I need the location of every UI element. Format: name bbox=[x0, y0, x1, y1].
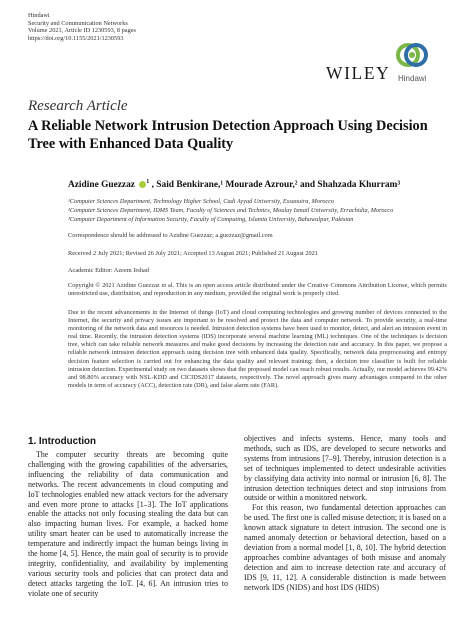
doi-link[interactable]: https://doi.org/10.1155/2021/1230593 bbox=[28, 34, 124, 42]
hindawi-logo-text: Hindawi bbox=[398, 74, 427, 83]
wiley-logo: WILEY bbox=[326, 63, 391, 83]
correspondence: Correspondence should be addressed to Azidine Guezzaz; a.guezzaz@gmail.com bbox=[68, 232, 273, 239]
first-author-affiliation: 1 bbox=[146, 179, 150, 185]
affiliation-2: ²Computer Sciences Department, IDMS Team, Faculty of Sciences and Technics, Moulay Ismail University, Errachidia, Morocco bbox=[68, 207, 394, 214]
intro-paragraph-1: objectives and infects systems. Hence, many tools and methods, such as IDS, are developed to secure networks and systems from intrusions [7–9]. Thereby, intrusion detection is a set of techniques implemented to detect undesirable activities by classifying data activity into normal or intrusion [6, 8]. The intrusion detection techniques detect and stop intrusions from outside or within a monitored network. bbox=[244, 434, 446, 503]
article-type: Research Article bbox=[28, 98, 128, 114]
article-title: A Reliable Network Intrusion Detection Approach Using Decision Tree with Enhanced Data Quality bbox=[28, 118, 428, 152]
journal-header bbox=[28, 12, 136, 42]
journal-full-name: Security and Communication Networks bbox=[28, 19, 128, 27]
copyright-notice: Copyright © 2021 Azidine Guezzaz et al. This is an open access article distributed under the Creative Commons Attribution License, which permits unrestricted use, distribution, and reproduction in any medium, provided the original work is properly cited. bbox=[68, 282, 447, 298]
publication-dates: Received 2 July 2021; Revised 26 July 2021; Accepted 13 August 2021; Published 21 August 2021 bbox=[68, 250, 318, 257]
intro-column-1: The computer security threats are becoming quite challenging with the growing capabilities of the adversaries, influencing the reliability of data communication and networks. The recent advancements in cloud computing and IoT technologies enabled new attack vectors for the adversary and even more prone to attacks [1–3]. The IoT applications enable the attacks not only focusing stealing the data but can also impacting human lives. For example, a hacked home utility smart heater can be used to automatically increase the temperature and indirectly impact the human beings living in the home [4, 5]. Hence, the main goal of security is to provide integrity, confidentiality, and availability by implementing various security tools and policies that can protect data and detect attacks targeting the IoT. [4, 6]. An intrusion tries to violate one of security bbox=[28, 450, 228, 598]
affiliation-1: ¹Computer Sciences Department, Technology Higher School, Cadi Ayyad University, Essaouira, Morocco bbox=[68, 198, 335, 205]
other-authors: , Said Benkirane,¹ Mourade Azrour,² and Shahzada Khurram³ bbox=[151, 180, 401, 191]
hindawi-logo-icon bbox=[393, 36, 431, 74]
journal-name: Hindawi bbox=[28, 12, 50, 19]
author-list bbox=[68, 179, 448, 190]
abstract: Due to the recent advancements in the Internet of things (IoT) and cloud computing technologies and growing number of devices connected to the Internet, the security and privacy issues are important to be resolved and protect the data and computer network. To provide security, a real-time monitoring of the network data and resources is needed. Intrusion detection systems have been used to monitor, detect, and alert an intrusion event in real time. Recently, the intrusion detection systems (IDS) incorporate several machine learning (ML) techniques. One of the techniques is decision tree, which can take reliable network measures and make good decisions by increasing the detection rate and accuracy. In this paper, we propose a reliable network intrusion detection approach using decision tree with enhanced data quality. Specifically, network data preprocessing and entropy decision feature selection is carried out for enhancing the data quality and relevant training; then, a decision tree classifier is built for reliable intrusion detection. Experimental study on two datasets shows that the proposed model can reach robust results. Actually, our model achieves 99.42% and 98.80% accuracy with NSL-KDD and CICIDS2017 datasets, respectively. The novel approach gives many advantages compared to the other models in term of accuracy (ACC), detection rate (DR), and false alarm rate (FAR). bbox=[68, 309, 447, 389]
first-author: Azidine Guezzaz bbox=[68, 180, 135, 191]
volume-info: Volume 2021, Article ID 1230593, 8 pages bbox=[28, 27, 136, 35]
affiliation-3: ³Computer Department of Information Security, Faculty of Computing, Islamia University, Bahawalpur, Pakistan bbox=[68, 216, 354, 223]
intro-paragraph-2: For this reason, two fundamental detection approaches can be used. The first one is called misuse detection; it is based on a known attack signature to detect intrusion. The second one is named anomaly detection or behavioral detection, based on a deviation from a normal model [1, 8, 10]. The hybrid detection approaches combine advantages of both misuse and anomaly detection and aim to increase detection rate and accuracy of IDS [9, 11, 12]. A considerable distinction is made between network IDS (NIDS) and host IDS (HIDS) bbox=[244, 503, 446, 592]
academic-editor: Academic Editor: Azeem Irshad bbox=[68, 267, 149, 274]
section-heading: 1. Introduction bbox=[28, 436, 97, 447]
intro-column-2 bbox=[244, 434, 446, 593]
